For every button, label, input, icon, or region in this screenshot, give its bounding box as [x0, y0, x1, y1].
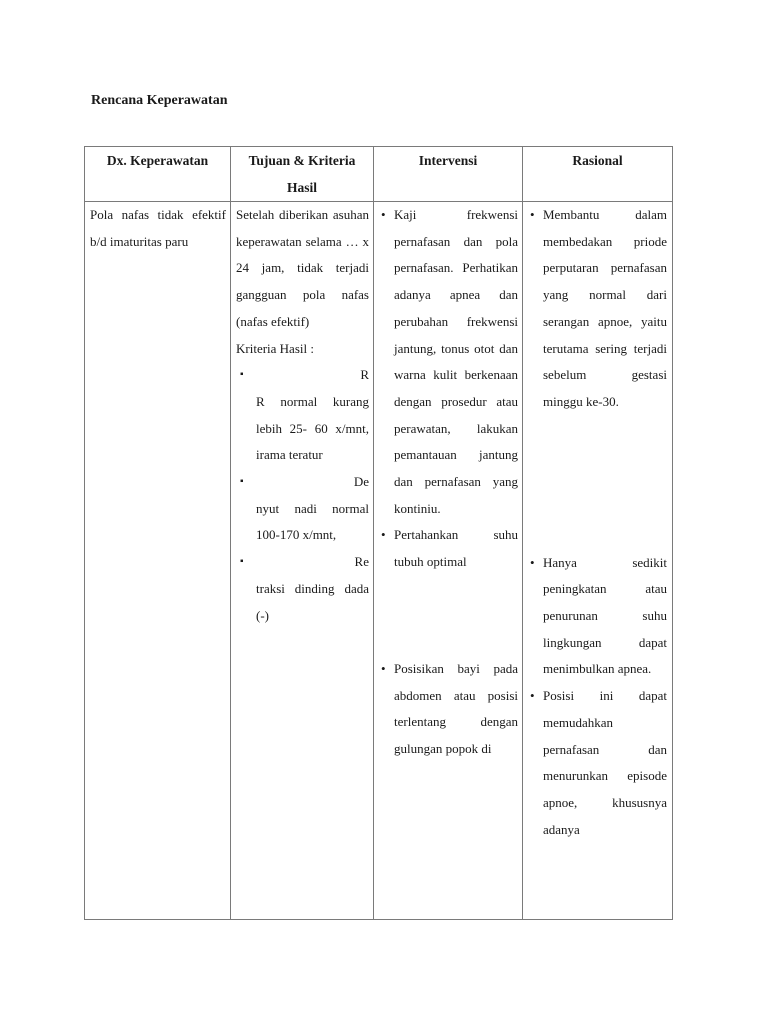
rationale-list — [528, 202, 669, 843]
header-cell-rationale — [523, 147, 673, 202]
intervention-list — [379, 202, 520, 763]
criteria-item-first: De — [353, 474, 369, 490]
criteria-item-text: R normal kurang lebih 25- 60 x/mnt, irama teratur — [256, 393, 369, 463]
rationale-text: Hanya sedikit peningkatan atau penurunan suhu lingkungan dapat menimbulkan apnea. — [543, 554, 667, 677]
intervention-item — [379, 656, 518, 763]
intervention-item — [379, 522, 518, 575]
bullet-icon: • — [530, 207, 535, 222]
intervention-text: Kaji frekwensi pernafasan dan pola pernafasan. Perhatikan adanya apnea dan perubahan frekwensi jantung, tonus otot dan warna kulit berkenaan dengan prosedur atau perawatan, lakukan pemantauan jantung dan pernafasan yang kontiniu. — [394, 207, 518, 516]
criteria-item-text: nyut nadi normal 100-170 x/mnt, — [256, 500, 369, 543]
square-bullet-icon: ▪ — [240, 369, 244, 381]
criteria-item — [236, 469, 369, 549]
rationale-item — [528, 683, 667, 843]
diagnosis-cell — [85, 202, 231, 920]
bullet-icon: • — [381, 660, 386, 676]
criteria-item-text: traksi dinding dada (-) — [256, 580, 369, 623]
document-title: Rencana Keperawatan — [91, 93, 228, 108]
goal-cell — [231, 202, 374, 920]
square-bullet-icon: ▪ — [240, 556, 244, 568]
rationale-text: Posisi ini dapat memudahkan pernafasan dan menurunkan episode apnoe, khususnya adanya — [543, 688, 667, 837]
rationale-item — [528, 202, 667, 416]
bullet-icon: • — [381, 207, 386, 222]
intervention-item — [379, 202, 518, 522]
square-bullet-icon: ▪ — [240, 476, 244, 488]
rationale-text: Membantu dalam membedakan priode perputaran pernafasan yang normal dari serangan apnoe, yaitu terutama sering terjadi sebelum gestasi minggu ke-30. — [543, 207, 667, 409]
bullet-icon: • — [381, 527, 386, 543]
nursing-plan-table — [84, 146, 673, 920]
rationale-cell — [523, 202, 673, 920]
header-diagnosis: Dx. Keperawatan — [106, 153, 209, 168]
intervention-cell — [374, 202, 523, 920]
intervention-text: Posisikan bayi pada abdomen atau posisi terlentang dengan gulungan popok di — [394, 660, 518, 756]
table-row — [85, 202, 673, 920]
goal-text: Setelah diberikan asuhan keperawatan selama … x 24 jam, tidak terjadi gangguan pola nafas (nafas efektif) — [236, 207, 369, 329]
intervention-text: Pertahankan suhu tubuh optimal — [394, 527, 518, 570]
header-goal-criteria: Tujuan & Kriteria Hasil — [248, 153, 356, 195]
criteria-label: Kriteria Hasil : — [236, 340, 314, 356]
diagnosis-text: Pola nafas tidak efektif b/d imaturitas paru — [90, 207, 226, 249]
criteria-item-first: Re — [354, 554, 369, 570]
criteria-item — [236, 362, 369, 469]
header-cell-diagnosis — [85, 147, 231, 202]
criteria-list — [236, 362, 369, 629]
criteria-item — [236, 549, 369, 629]
header-cell-goal — [231, 147, 374, 202]
criteria-item-first: R — [360, 367, 369, 383]
table-header-row — [85, 147, 673, 202]
header-cell-intervention — [374, 147, 523, 202]
rationale-item — [528, 550, 667, 684]
header-intervention: Intervensi — [418, 153, 478, 168]
bullet-icon: • — [530, 554, 535, 570]
bullet-icon: • — [530, 688, 535, 704]
header-rationale: Rasional — [572, 153, 623, 168]
